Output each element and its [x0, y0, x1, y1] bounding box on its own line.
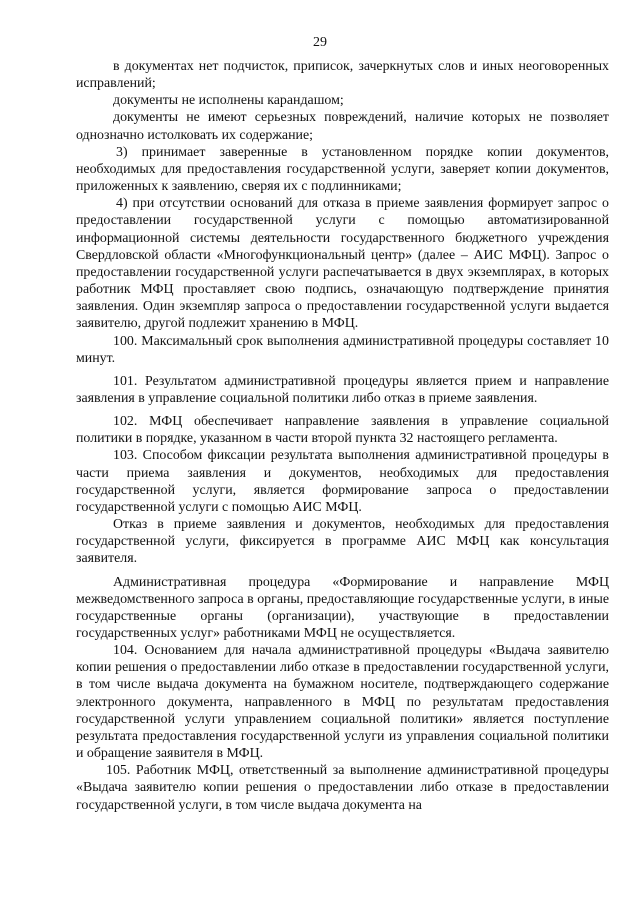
paragraph-104: 104. Основанием для начала административной процедуры «Выдача заявителю копии решения о предоставлении либо отказе в предоставлении государственной услуги, в том числе выдача документа на бумажном носителе, подтверждающего содержание электронного документа, направленного в МФЦ по результатам предоставления государственной услуги управлением социальной политики» является поступление результата предоставления государственной услуги из управления социальной политики и обращение заявителя в МФЦ. — [76, 643, 609, 762]
paragraph-interagency-request: Административная процедура «Формирование и направление МФЦ межведомственного запроса в органы, предоставляющие государственные услуги, в иные государственные органы (организации), участвующие в предоставлении государственных услуг» работниками МФЦ не осуществляется. — [76, 574, 609, 641]
paragraph-not-pencil: документы не исполнены карандашом; — [113, 93, 344, 109]
paragraph-no-damage: документы не имеют серьезных повреждений, наличие которых не позволяет однозначно истолковать их содержание; — [76, 110, 609, 143]
paragraph-105: 105. Работник МФЦ, ответственный за выполнение административной процедуры «Выдача заявителю копии решения о предоставлении либо отказе в предоставлении государственной услуги, в том числе выдача документа на — [76, 763, 609, 813]
paragraph-101: 101. Результатом административной процедуры является прием и направление заявления в управление социальной политики либо отказ в приеме заявления. — [76, 373, 609, 406]
paragraph-refusal-recorded: Отказ в приеме заявления и документов, необходимых для предоставления государственной услуги, фиксируется в программе АИС МФЦ как консультация заявителя. — [76, 517, 609, 567]
page-number: 29 — [313, 35, 327, 50]
paragraph-item-3: 3) принимает заверенные в установленном порядке копии документов, необходимых для предоставления государственной услуги, заверяет копии документов, приложенных к заявлению, сверяя их с подлинниками; — [76, 144, 609, 195]
paragraph-100: 100. Максимальный срок выполнения административной процедуры составляет 10 минут. — [76, 333, 609, 366]
paragraph-102: 102. МФЦ обеспечивает направление заявления в управление социальной политики в порядке, указанном в части второй пункта 32 настоящего регламента. — [76, 414, 609, 447]
paragraph-item-4: 4) при отсутствии оснований для отказа в приеме заявления формирует запрос о предоставлении государственной услуги с помощью автоматизированной информационной системы деятельности государственного бюджетного учреждения Свердловской области «Многофункциональный центр» (далее – АИС МФЦ). Запрос о предоставлении государственной услуги распечатывается в двух экземплярах, в которых работник МФЦ проставляет свою подпись, означающую подтверждение принятия заявления. Один экземпляр запроса о предоставлении государственной услуги выдается заявителю, другой подлежит хранению в МФЦ. — [76, 196, 609, 332]
paragraph-103: 103. Способом фиксации результата выполнения административной процедуры в части приема заявления и документов, необходимых для предоставления государственной услуги, является формирование запроса о предоставлении государственной услуги с помощью АИС МФЦ. — [76, 448, 609, 515]
paragraph-no-erasures: в документах нет подчисток, приписок, зачеркнутых слов и иных неоговоренных исправлений; — [76, 59, 609, 92]
document-body — [76, 58, 609, 814]
